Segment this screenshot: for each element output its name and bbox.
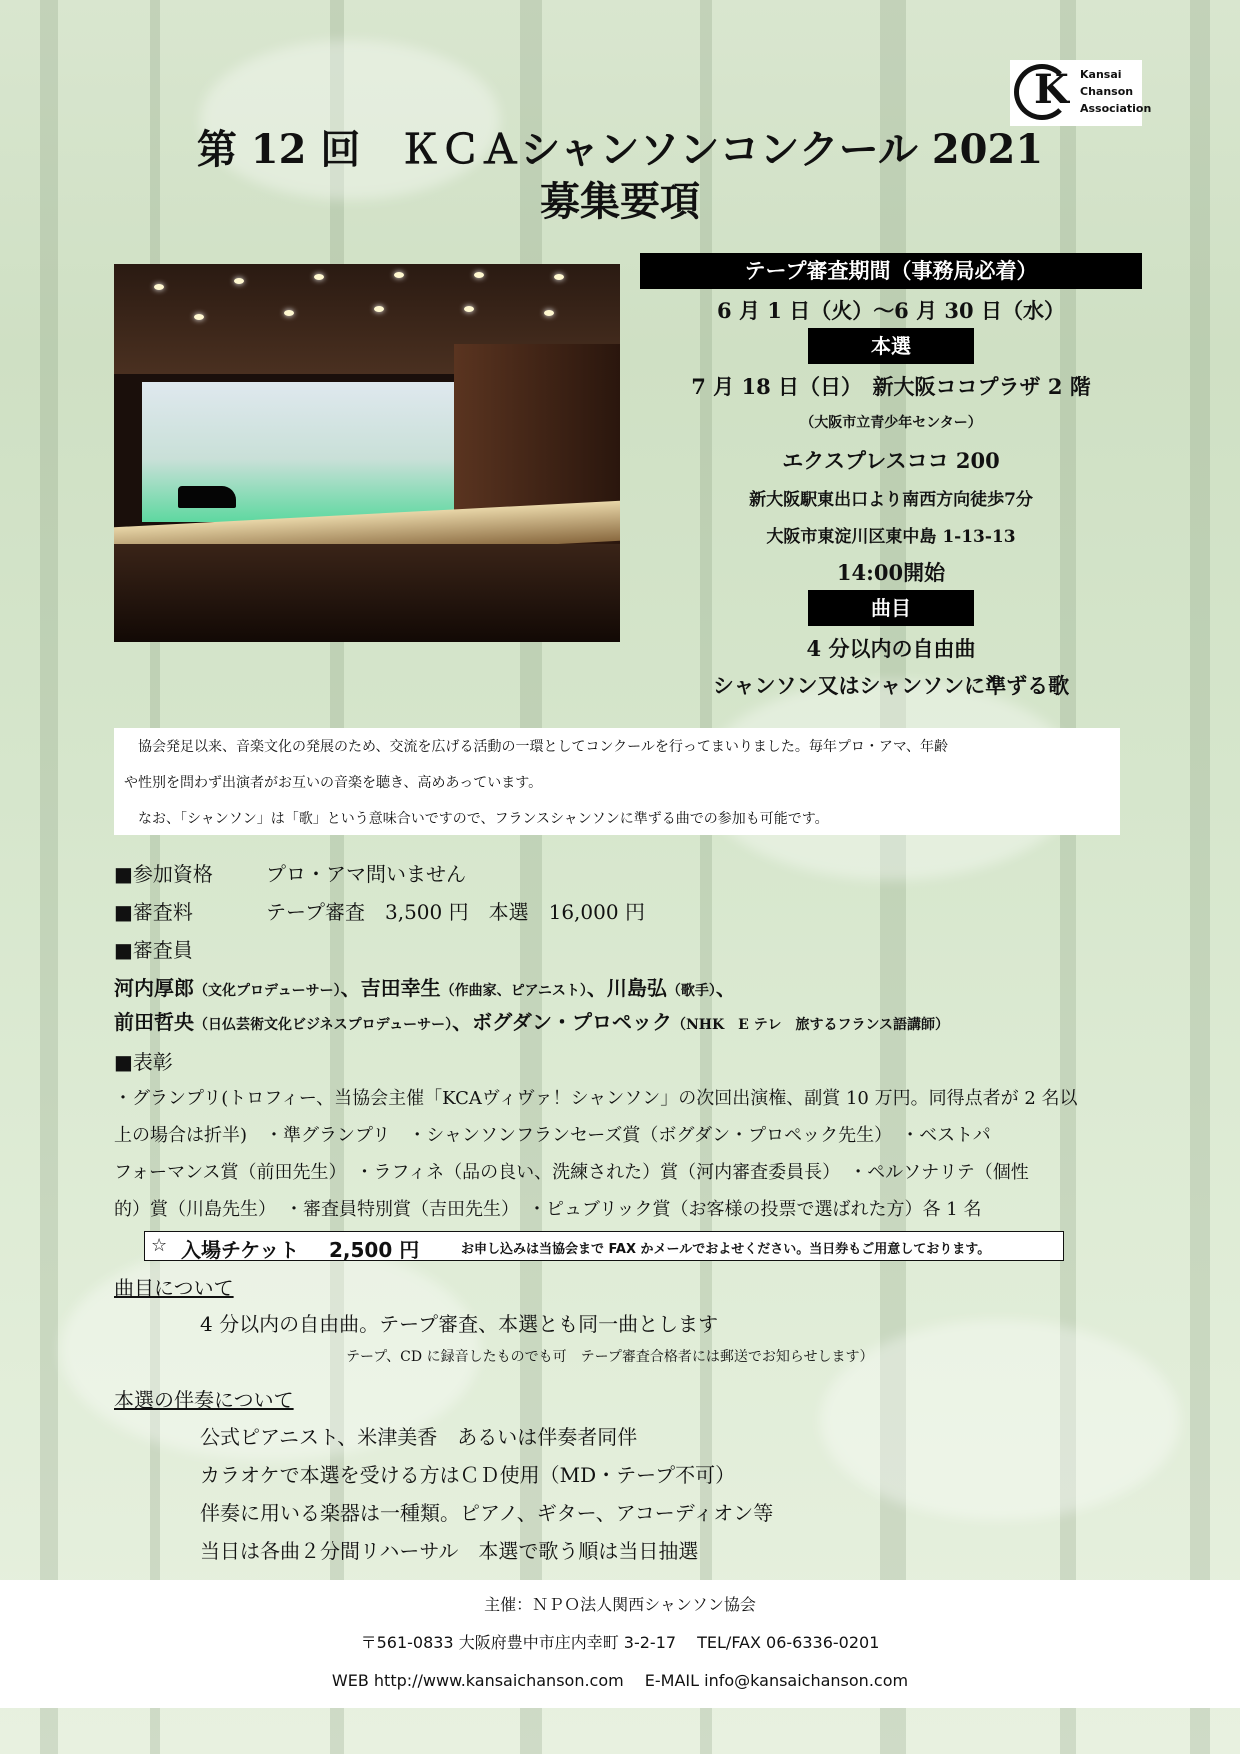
judge-name-4: 前田哲央	[114, 1010, 194, 1034]
ticket-label: 入場チケット	[181, 1238, 300, 1262]
tape-period-label: テープ審査期間（事務局必着）	[640, 253, 1142, 289]
final-date: 7 月 18 日（日） 新大阪ココプラザ 2 階	[691, 374, 1091, 399]
accomp-line-3: 伴奏に用いる楽器は一種類。ピアノ、ギター、アコーディオン等	[200, 1501, 774, 1525]
logo-k-mark: K	[1034, 66, 1069, 113]
start-time: 14:00開始	[836, 560, 946, 585]
accomp-line-2: カラオケで本選を受ける方はＣＤ使用（MD・テープ不可）	[200, 1463, 736, 1487]
judge-name-1: 河内厚郎	[114, 976, 194, 1000]
logo-word-2: Chanson	[1080, 85, 1134, 98]
awards-label: ■表彰	[114, 1050, 173, 1074]
awards-line-4: 的）賞（川島先生） ・審査員特別賞（吉田先生） ・ピュブリック賞（お客様の投票で選ばれた方）各 1 名	[114, 1199, 982, 1220]
intro-line-3: なお、「シャンソン」は「歌」という意味合いですので、フランスシャンソンに準ずる曲での参加も可能です。	[124, 811, 829, 827]
fee-row	[114, 896, 645, 925]
kca-logo	[1010, 60, 1152, 126]
judge-name-3: 川島弘	[606, 976, 667, 1000]
ticket-price: 2,500 円	[329, 1238, 420, 1262]
venue-hall: エクスプレスココ 200	[782, 448, 1000, 473]
songs-section-line-1: 4 分以内の自由曲。テープ審査、本選とも同一曲とします	[200, 1312, 719, 1336]
judge-role-2: （作曲家、ピアニスト）	[440, 983, 587, 999]
venue-access: 新大阪駅東出口より南西方向徒歩7分	[749, 490, 1033, 510]
judge-sep-1: 、	[340, 976, 361, 1000]
ticket-note: お申し込みは当協会まで FAX かメールでおよせください。当日券もご用意しております。	[461, 1242, 991, 1257]
awards-line-2: 上の場合は折半) ・準グランプリ ・シャンソンフランセーズ賞（ボグダン・プロペック先生） ・ベストパ	[114, 1125, 991, 1146]
accomp-line-1: 公式ピアニスト、米津美香 あるいは伴奏者同伴	[200, 1425, 638, 1449]
page-title: 第 12 回 ＫＣＡシャンソンコンクール 2021	[196, 126, 1044, 173]
judges-line-2	[114, 1006, 949, 1035]
judge-role-3: （歌手）	[666, 983, 716, 999]
logo-word-3: Association	[1080, 102, 1152, 115]
accomp-line-4: 当日は各曲２分間リハーサル 本選で歌う順は当日抽選	[200, 1539, 699, 1563]
judge-role-1: （文化プロデューサー）	[194, 983, 341, 999]
venue-address: 大阪市東淀川区東中島 1-13-13	[766, 527, 1016, 547]
intro-box	[114, 728, 1120, 835]
awards-line-1: ・グランプリ(トロフィー、当協会主催「KCAヴィヴァ！シャンソン」の次回出演権、副賞 10 万円。同得点者が 2 名以	[114, 1088, 1078, 1109]
judge-name-5: ボグダン・プロペック	[472, 1010, 672, 1034]
fee-label: ■審査料	[114, 900, 193, 924]
songs-length: 4 分以内の自由曲	[806, 636, 976, 661]
eligibility-row	[114, 858, 466, 887]
star-icon: ☆	[151, 1235, 168, 1256]
awards-line-3: フォーマンス賞（前田先生） ・ラフィネ（品の良い、洗練された）賞（河内審査委員長） ・ペルソナリテ（個性	[114, 1162, 1029, 1183]
page-subtitle: 募集要項	[540, 178, 700, 225]
footer-organizer: 主催：ＮＰＯ法人関西シャンソン協会	[484, 1595, 756, 1614]
final-label: 本選	[808, 328, 974, 364]
judges-label: ■審査員	[114, 938, 193, 962]
venue-note: （大阪市立青少年センター）	[800, 415, 982, 431]
songs-genre: シャンソン又はシャンソンに準ずる歌	[712, 673, 1070, 698]
eligibility-value: プロ・アマ問いません	[266, 862, 466, 886]
songs-label: 曲目	[808, 590, 974, 626]
footer-web[interactable]: WEB http://www.kansaichanson.com E-MAIL info@kansaichanson.com	[331, 1671, 909, 1690]
ticket-box	[144, 1231, 1064, 1261]
songs-section-heading: 曲目について	[114, 1276, 234, 1300]
judge-role-5: （NHK E テレ 旅するフランス語講師）	[671, 1017, 950, 1033]
logo-word-1: Kansai	[1080, 68, 1122, 81]
judge-sep-2: 、	[586, 976, 607, 1000]
eligibility-label: ■参加資格	[114, 862, 213, 886]
tape-period-dates: 6 月 1 日（火）〜6 月 30 日（水）	[717, 298, 1065, 323]
concert-hall-photo	[114, 264, 620, 642]
judge-sep-4: 、	[452, 1010, 473, 1034]
judges-line-1	[114, 972, 736, 1001]
accomp-heading: 本選の伴奏について	[114, 1388, 294, 1412]
judge-role-4: （日仏芸術文化ビジネスプロデューサー）	[194, 1017, 453, 1033]
judge-sep-3: 、	[715, 976, 736, 1000]
songs-section-line-2: テープ、CD に録音したものでも可 テープ審査合格者には郵送でお知らせします）	[346, 1349, 874, 1365]
intro-line-2: や性別を問わず出演者がお互いの音楽を聴き、高めあっています。	[124, 775, 543, 791]
intro-line-1: 協会発足以来、音楽文化の発展のため、交流を広げる活動の一環としてコンクールを行ってまいりました。毎年プロ・アマ、年齢	[124, 739, 949, 755]
fee-value: テープ審査 3,500 円 本選 16,000 円	[266, 900, 645, 924]
footer	[0, 1580, 1240, 1708]
footer-address: 〒561-0833 大阪府豊中市庄内幸町 3-2-17 TEL/FAX 06-6336-0201	[360, 1633, 880, 1652]
grand-piano-icon	[178, 486, 236, 508]
judge-name-2: 吉田幸生	[360, 976, 441, 1000]
